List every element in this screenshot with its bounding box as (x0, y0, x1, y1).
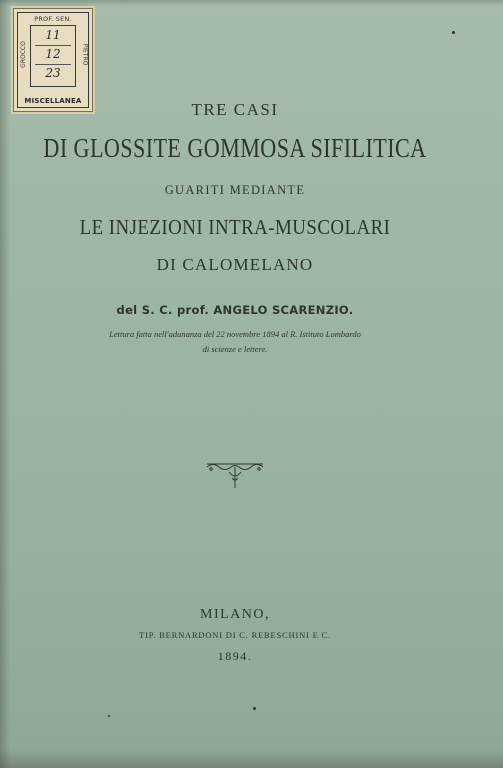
worn-top-edge (0, 0, 503, 6)
label-number-2: 12 (45, 47, 61, 61)
label-number-1: 11 (45, 28, 61, 42)
label-frame (17, 12, 89, 108)
title-line-2: DI GLOSSITE GOMMOSA SIFILITICA (43, 133, 427, 163)
title-line-4: LE INJEZIONI INTRA-MUSCOLARI (79, 215, 391, 239)
label-side-left: GROCCO (19, 41, 27, 68)
imprint-printer: TIP. BERNARDONI DI C. REBESCHINI E C. (139, 630, 331, 640)
paper-speck (452, 31, 455, 34)
lecture-note-line-1: Lettura fatta nell'adunanza del 22 novembre 1894 al R. Istituto Lombardo (109, 329, 361, 339)
ornament-icon (203, 458, 267, 492)
imprint-year: 1894. (217, 649, 253, 663)
worn-bottom-edge (0, 750, 503, 768)
lecture-note-line-2: di scienze e lettere. (202, 344, 268, 354)
author-line: del S. C. prof. ANGELO SCARENZIO. (116, 303, 354, 317)
label-side-right: PIETRO (81, 43, 89, 66)
label-number-3: 23 (45, 66, 61, 80)
label-number-box (30, 25, 76, 87)
library-label (13, 8, 93, 112)
paper-speck (108, 715, 110, 717)
imprint-city: MILANO, (200, 607, 270, 622)
title-line-3: GUARITI MEDIANTE (164, 183, 306, 197)
title-line-5: DI CALOMELANO (156, 255, 314, 274)
paper-speck (253, 707, 256, 710)
label-footer: MISCELLANEA (24, 97, 82, 105)
label-header: PROF. SEN. (34, 15, 72, 23)
label-rule (35, 64, 71, 65)
label-rule (35, 45, 71, 46)
title-line-1: TRE CASI (191, 100, 279, 119)
